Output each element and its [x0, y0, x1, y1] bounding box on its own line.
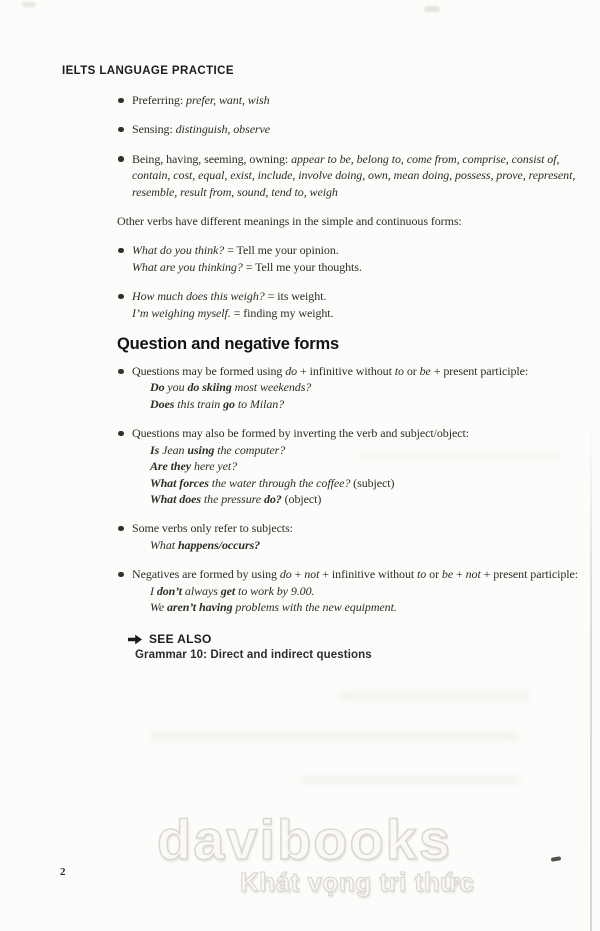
text-segment: We: [150, 599, 167, 614]
text-segment: to work by 9.00.: [235, 583, 315, 598]
text-segment: Direct and indirect questions: [207, 649, 372, 662]
text-segment: do: [279, 567, 292, 582]
see-also-label: SEE ALSO: [149, 632, 212, 647]
text-segment: Questions may also be formed by inverting the verb and subject/object:: [132, 426, 469, 441]
bullet-icon: [118, 572, 124, 578]
text-segment: (subject): [350, 475, 395, 490]
bullet-text: [132, 121, 580, 137]
text-segment: Does: [150, 396, 175, 411]
text-segment: be: [419, 364, 431, 379]
bullet-item: [117, 425, 580, 507]
watermark-slogan: Khát vọng tri thức: [240, 867, 475, 897]
text-segment: aren’t having: [166, 599, 233, 614]
text-segment: + infinitive without: [319, 567, 418, 582]
page-body-text: [117, 92, 580, 676]
bullet-text-line: [132, 305, 580, 321]
text-segment: you: [164, 380, 188, 395]
bullet-text: [132, 288, 580, 304]
bleed-through-artifact: [150, 732, 520, 741]
bullet-icon: [118, 294, 124, 300]
see-also: [117, 632, 580, 663]
text-segment: don’t: [156, 583, 183, 598]
bullet-text: [132, 242, 580, 258]
text-segment: = its weight.: [264, 289, 327, 304]
text-segment: do skiing: [187, 380, 232, 395]
text-segment: +: [291, 567, 305, 582]
text-segment: always: [182, 583, 221, 598]
text-segment: (object): [281, 491, 322, 506]
arrow-right-icon: [128, 634, 142, 645]
text-segment: not: [465, 567, 481, 582]
bullet-text: [132, 363, 580, 379]
example-line: [150, 491, 580, 507]
text-segment: go: [223, 396, 235, 411]
text-segment: Negatives are formed by using: [132, 567, 280, 582]
bullet-item: [117, 363, 580, 412]
example-line: [150, 379, 580, 395]
text-segment: this train: [174, 396, 224, 411]
text-segment: Is: [150, 442, 160, 457]
text-segment: How much does this weigh?: [132, 289, 265, 304]
scan-artifact: [551, 856, 562, 862]
example-line: [150, 396, 580, 412]
paragraph: [117, 213, 580, 229]
scan-artifact: [424, 6, 440, 12]
see-also-header: [128, 632, 580, 647]
see-also-reference: [135, 648, 580, 663]
section-heading: Question and negative forms: [117, 335, 339, 354]
bullet-item: [117, 121, 580, 137]
text-segment: or: [403, 364, 420, 379]
text-segment: What are you thinking?: [132, 259, 243, 274]
text-segment: to: [394, 364, 404, 379]
bullet-icon: [118, 156, 124, 162]
text-segment: prefer, want, wish: [186, 93, 270, 107]
text-segment: Are they: [150, 459, 192, 474]
text-segment: or: [426, 567, 442, 582]
text-segment: Being, having, seeming, owning:: [132, 151, 292, 166]
example-line: [150, 537, 580, 553]
bullet-item: [117, 566, 580, 615]
bullet-item: [117, 242, 580, 275]
page-edge-shadow: [590, 420, 592, 931]
bullet-text: [132, 566, 580, 582]
text-segment: do?: [263, 491, 282, 506]
text-segment: happens/occurs?: [177, 537, 261, 552]
bullet-text-line: [132, 259, 580, 275]
text-segment: I’m weighing myself.: [132, 305, 231, 320]
scan-artifact: [22, 2, 36, 7]
text-segment: not: [304, 567, 320, 582]
text-segment: to Milan?: [234, 396, 285, 411]
bleed-through-artifact: [340, 692, 530, 700]
text-segment: Preferring:: [132, 93, 187, 107]
bullet-icon: [118, 248, 124, 254]
text-segment: + infinitive without: [297, 364, 395, 379]
text-segment: Jean: [159, 442, 188, 457]
text-segment: Grammar 10:: [135, 649, 208, 662]
text-segment: = Tell me your thoughts.: [242, 259, 362, 274]
text-segment: the pressure: [200, 491, 264, 506]
text-segment: be: [441, 567, 454, 582]
text-segment: problems with the new equipment.: [232, 599, 397, 614]
bullet-icon: [118, 98, 124, 104]
text-segment: What forces: [150, 475, 209, 490]
bleed-through-artifact: [360, 452, 560, 459]
example-line: [150, 458, 580, 474]
text-segment: get: [220, 583, 236, 598]
bullet-icon: [118, 369, 124, 375]
text-segment: most weekends?: [231, 380, 312, 395]
text-segment: What: [150, 537, 178, 552]
text-segment: What does: [150, 491, 201, 506]
text-segment: Some verbs only refer to subjects:: [132, 521, 293, 536]
bullet-item: [117, 520, 580, 553]
text-segment: + present participle:: [480, 567, 579, 582]
example-line: [150, 583, 580, 599]
example-line: [150, 475, 580, 491]
text-segment: Do: [150, 380, 165, 395]
running-head: IELTS LANGUAGE PRACTICE: [62, 65, 234, 77]
bullet-text: [132, 92, 580, 108]
bleed-through-artifact: [300, 776, 520, 784]
text-segment: I: [150, 583, 157, 598]
text-segment: = Tell me your opinion.: [224, 243, 339, 258]
text-segment: Other verbs have different meanings in the simple and continuous forms:: [117, 214, 462, 229]
bullet-icon: [118, 526, 124, 532]
text-segment: to: [417, 567, 427, 582]
text-segment: +: [453, 567, 466, 582]
bullet-icon: [118, 127, 124, 133]
text-segment: appear to be, belong to, come from, comprise, consist of, contain, cost, equal, exist, include, involve doing, own, mean doing, possess, prove, represent, resemble, result from, sound, tend to, weigh: [132, 151, 576, 199]
bullet-item: [117, 288, 580, 321]
text-segment: here yet?: [191, 459, 238, 474]
text-segment: the water through the coffee?: [208, 475, 351, 490]
text-segment: Sensing:: [132, 122, 176, 137]
text-segment: Questions may be formed using: [132, 364, 286, 379]
text-segment: the computer?: [214, 442, 286, 457]
bullet-text: [132, 520, 580, 536]
text-segment: using: [187, 442, 215, 457]
watermark-logo: davibooks: [157, 808, 452, 871]
bullet-text: [132, 425, 580, 441]
text-segment: = finding my weight.: [230, 305, 334, 320]
text-segment: + present participle:: [430, 364, 529, 379]
bullet-icon: [118, 431, 124, 437]
bullet-item: [117, 151, 580, 200]
bullet-text: [132, 151, 580, 200]
text-segment: distinguish, observe: [175, 122, 271, 137]
page-number: 2: [60, 866, 66, 878]
text-segment: do: [285, 364, 298, 379]
bullet-item: [117, 92, 580, 108]
text-segment: What do you think?: [132, 243, 225, 258]
example-line: [150, 599, 580, 615]
